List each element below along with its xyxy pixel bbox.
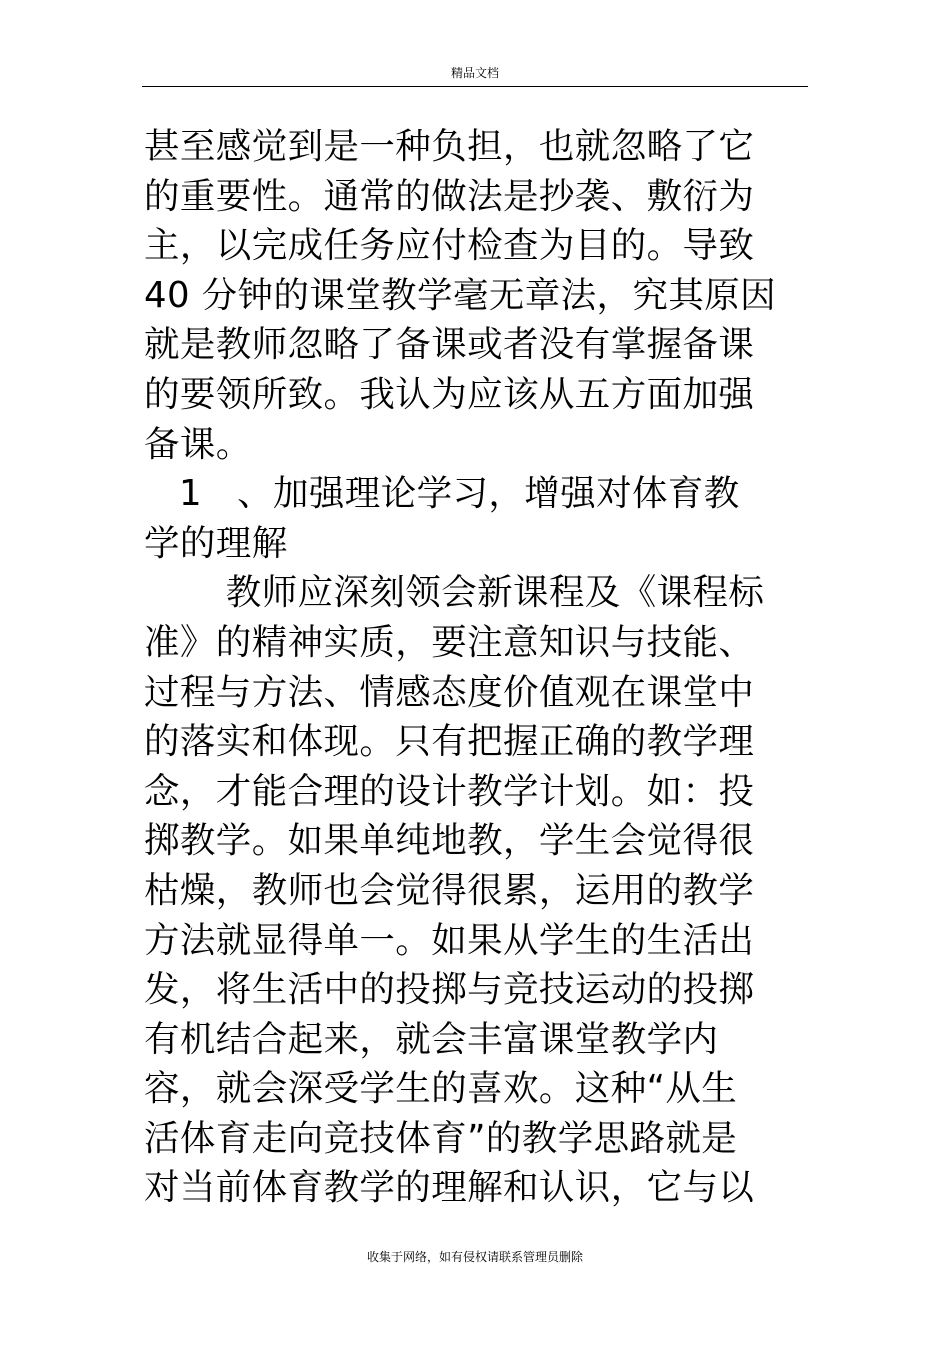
text-line: 方法就显得单一。如果从学生的生活出 bbox=[144, 919, 755, 961]
text-line: 过程与方法、情感态度价值观在课堂中 bbox=[144, 671, 755, 713]
paragraph bbox=[144, 568, 764, 1213]
text-line: 备课。 bbox=[144, 423, 252, 465]
text-line: 念，才能合理的设计教学计划。如：投 bbox=[144, 770, 755, 812]
text-line: 对当前体育教学的理解和认识，它与以 bbox=[144, 1167, 755, 1209]
text-line: 的落实和体现。只有把握正确的教学理 bbox=[144, 721, 755, 763]
text-line: 掷教学。如果单纯地教，学生会觉得很 bbox=[144, 820, 755, 862]
header-divider bbox=[142, 86, 808, 87]
text-line: 活体育走向竞技体育”的教学思路就是 bbox=[144, 1117, 738, 1159]
text-line: 学的理解 bbox=[144, 522, 288, 564]
text-line: 有机结合起来，就会丰富课堂教学内 bbox=[144, 1018, 719, 1060]
text-line: 枯燥，教师也会觉得很累，运用的教学 bbox=[144, 869, 755, 911]
text-line: 主，以完成任务应付检查为目的。导致 bbox=[144, 225, 755, 267]
text-line: 就是教师忽略了备课或者没有掌握备课 bbox=[144, 324, 755, 366]
page-header: 精品文档 bbox=[450, 66, 499, 80]
page-footer: 收集于网络，如有侵权请联系管理员删除 bbox=[366, 1250, 583, 1264]
text-line: 的要领所致。我认为应该从五方面加强 bbox=[144, 373, 755, 415]
section-heading bbox=[144, 469, 764, 568]
text-line: 1 、加强理论学习，增强对体育教 bbox=[144, 473, 740, 515]
document-body bbox=[144, 122, 777, 1213]
text-line: 发，将生活中的投掷与竞技运动的投掷 bbox=[144, 969, 755, 1011]
text-line: 的重要性。通常的做法是抄袭、敷衍为 bbox=[144, 175, 755, 217]
paragraph bbox=[144, 122, 777, 469]
text-line: 甚至感觉到是一种负担，也就忽略了它 bbox=[144, 126, 755, 167]
text-line: 40 分钟的课堂教学毫无章法，究其原因 bbox=[144, 274, 777, 316]
text-line: 容，就会深受学生的喜欢。这种“从生 bbox=[144, 1068, 738, 1110]
text-line: 准》的精神实质，要注意知识与技能、 bbox=[144, 621, 755, 663]
text-line: 教师应深刻领会新课程及《课程标 bbox=[144, 572, 765, 614]
